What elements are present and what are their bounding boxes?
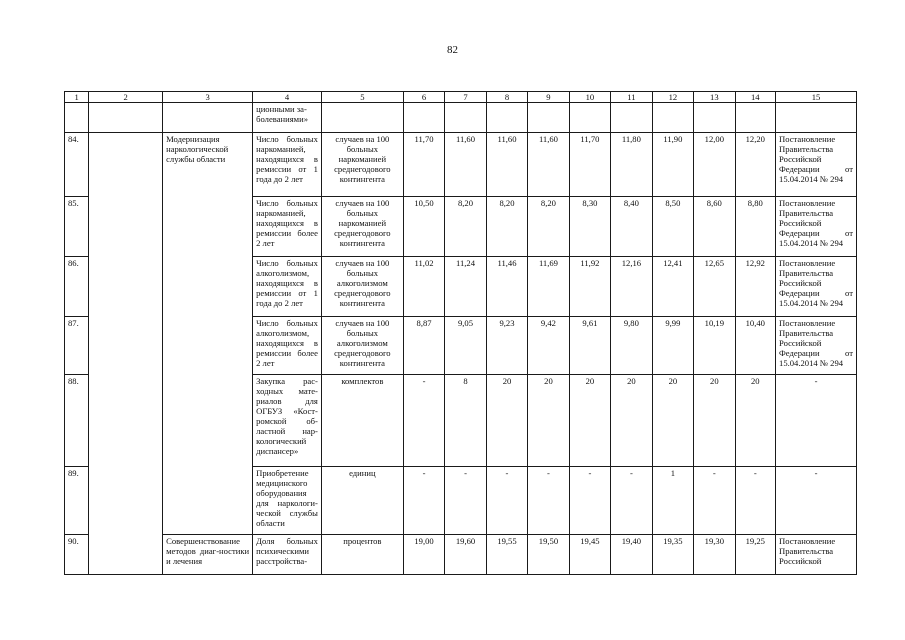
year-value: 8,50 bbox=[652, 197, 693, 257]
row-number: 86. bbox=[65, 257, 89, 317]
column-number: 15 bbox=[776, 92, 857, 103]
column-number: 3 bbox=[163, 92, 253, 103]
year-value: 8,20 bbox=[528, 197, 569, 257]
year-value: 19,40 bbox=[611, 535, 652, 575]
continuation-row bbox=[65, 103, 857, 133]
legal-source: Постановление Правительства Российской Федерации от 15.04.2014 № 294 bbox=[776, 257, 857, 317]
year-value: 19,60 bbox=[445, 535, 486, 575]
year-value: 12,92 bbox=[735, 257, 775, 317]
year-value: 19,45 bbox=[569, 535, 610, 575]
year-value: 12,41 bbox=[652, 257, 693, 317]
continuation-text: ционными за- болеваниями» bbox=[253, 103, 322, 133]
year-value: 11,60 bbox=[486, 133, 527, 197]
column-number: 8 bbox=[486, 92, 527, 103]
year-value: 11,24 bbox=[445, 257, 486, 317]
year-value: 11,02 bbox=[403, 257, 444, 317]
column-number-row bbox=[65, 92, 857, 103]
year-value: 9,99 bbox=[652, 317, 693, 375]
row-number: 88. bbox=[65, 375, 89, 467]
goal-cell bbox=[89, 133, 163, 575]
year-value: 8,20 bbox=[445, 197, 486, 257]
column-number: 1 bbox=[65, 92, 89, 103]
legal-source: Постановление Правительства Российской Федерации от 15.04.2014 № 294 bbox=[776, 317, 857, 375]
table-row bbox=[65, 133, 857, 197]
year-value: 10,19 bbox=[694, 317, 735, 375]
year-value: 9,42 bbox=[528, 317, 569, 375]
year-value: 20 bbox=[652, 375, 693, 467]
indicator-name: Закупка рас-ходных мате-риалов для ОГБУЗ «Кост-ромской об-ластной нар-кологический диспансер» bbox=[253, 375, 322, 467]
unit-of-measure: процентов bbox=[321, 535, 403, 575]
year-value: 8,20 bbox=[486, 197, 527, 257]
year-value: 12,65 bbox=[694, 257, 735, 317]
year-value: 10,50 bbox=[403, 197, 444, 257]
year-value: 8 bbox=[445, 375, 486, 467]
year-value: - bbox=[694, 467, 735, 535]
year-value: 19,35 bbox=[652, 535, 693, 575]
year-value: - bbox=[528, 467, 569, 535]
unit-of-measure: случаев на 100 больных алкоголизмом среднегодового контингента bbox=[321, 317, 403, 375]
year-value: 11,60 bbox=[528, 133, 569, 197]
legal-source: Постановление Правительства Российской Федерации от 15.04.2014 № 294 bbox=[776, 133, 857, 197]
year-value: - bbox=[611, 467, 652, 535]
year-value: 11,60 bbox=[445, 133, 486, 197]
legal-source: - bbox=[776, 467, 857, 535]
year-value: - bbox=[735, 467, 775, 535]
row-number: 84. bbox=[65, 133, 89, 197]
year-value: 8,60 bbox=[694, 197, 735, 257]
column-number: 2 bbox=[89, 92, 163, 103]
year-value: 11,90 bbox=[652, 133, 693, 197]
legal-source: Постановление Правительства Российской Федерации от 15.04.2014 № 294 bbox=[776, 197, 857, 257]
legal-source: Постановление Правительства Российской bbox=[776, 535, 857, 575]
year-value: 20 bbox=[694, 375, 735, 467]
task-name: Совершенствование методов диаг-ностики и лечения bbox=[163, 535, 253, 575]
year-value: 1 bbox=[652, 467, 693, 535]
row-number: 90. bbox=[65, 535, 89, 575]
year-value: 19,25 bbox=[735, 535, 775, 575]
column-number: 5 bbox=[321, 92, 403, 103]
indicators-table bbox=[64, 91, 857, 575]
year-value: 11,69 bbox=[528, 257, 569, 317]
row-number: 89. bbox=[65, 467, 89, 535]
table-row bbox=[65, 535, 857, 575]
row-number: 87. bbox=[65, 317, 89, 375]
year-value: 19,00 bbox=[403, 535, 444, 575]
indicator-name: Число больных наркоманией, находящихся в ремиссии от 1 года до 2 лет bbox=[253, 133, 322, 197]
column-number: 4 bbox=[253, 92, 322, 103]
year-value: 10,40 bbox=[735, 317, 775, 375]
unit-of-measure: комплектов bbox=[321, 375, 403, 467]
year-value: 11,46 bbox=[486, 257, 527, 317]
column-number: 14 bbox=[735, 92, 775, 103]
year-value: 11,70 bbox=[569, 133, 610, 197]
year-value: - bbox=[569, 467, 610, 535]
year-value: 20 bbox=[735, 375, 775, 467]
column-number: 9 bbox=[528, 92, 569, 103]
unit-of-measure: случаев на 100 больных алкоголизмом среднегодового контингента bbox=[321, 257, 403, 317]
year-value: 8,30 bbox=[569, 197, 610, 257]
year-value: - bbox=[486, 467, 527, 535]
year-value: - bbox=[403, 375, 444, 467]
year-value: 8,80 bbox=[735, 197, 775, 257]
column-number: 7 bbox=[445, 92, 486, 103]
year-value: - bbox=[445, 467, 486, 535]
unit-of-measure: единиц bbox=[321, 467, 403, 535]
task-name: Модернизация наркологической службы области bbox=[163, 133, 253, 535]
year-value: 8,40 bbox=[611, 197, 652, 257]
indicator-name: Число больных алкоголизмом, находящихся в ремиссии от 1 года до 2 лет bbox=[253, 257, 322, 317]
year-value: 19,30 bbox=[694, 535, 735, 575]
year-value: 8,87 bbox=[403, 317, 444, 375]
column-number: 12 bbox=[652, 92, 693, 103]
year-value: 11,92 bbox=[569, 257, 610, 317]
row-number: 85. bbox=[65, 197, 89, 257]
column-number: 10 bbox=[569, 92, 610, 103]
year-value: 9,80 bbox=[611, 317, 652, 375]
indicator-name: Число больных алкоголизмом, находящихся в ремиссии более 2 лет bbox=[253, 317, 322, 375]
column-number: 6 bbox=[403, 92, 444, 103]
unit-of-measure: случаев на 100 больных наркоманией среднегодового контингента bbox=[321, 133, 403, 197]
year-value: 19,55 bbox=[486, 535, 527, 575]
year-value: 19,50 bbox=[528, 535, 569, 575]
year-value: 9,23 bbox=[486, 317, 527, 375]
year-value: 20 bbox=[528, 375, 569, 467]
year-value: 12,20 bbox=[735, 133, 775, 197]
indicator-name: Доля больных психическими расстройства- bbox=[253, 535, 322, 575]
unit-of-measure: случаев на 100 больных наркоманией среднегодового контингента bbox=[321, 197, 403, 257]
page-number: 82 bbox=[447, 44, 458, 56]
column-number: 13 bbox=[694, 92, 735, 103]
legal-source: - bbox=[776, 375, 857, 467]
year-value: 12,00 bbox=[694, 133, 735, 197]
indicator-name: Число больных наркоманией, находящихся в ремиссии более 2 лет bbox=[253, 197, 322, 257]
year-value: 20 bbox=[486, 375, 527, 467]
year-value: 20 bbox=[569, 375, 610, 467]
indicator-name: Приобретение медицинского оборудования для наркологи-ческой службы области bbox=[253, 467, 322, 535]
year-value: 11,70 bbox=[403, 133, 444, 197]
year-value: 9,61 bbox=[569, 317, 610, 375]
column-number: 11 bbox=[611, 92, 652, 103]
year-value: 9,05 bbox=[445, 317, 486, 375]
year-value: 20 bbox=[611, 375, 652, 467]
year-value: 11,80 bbox=[611, 133, 652, 197]
year-value: 12,16 bbox=[611, 257, 652, 317]
year-value: - bbox=[403, 467, 444, 535]
